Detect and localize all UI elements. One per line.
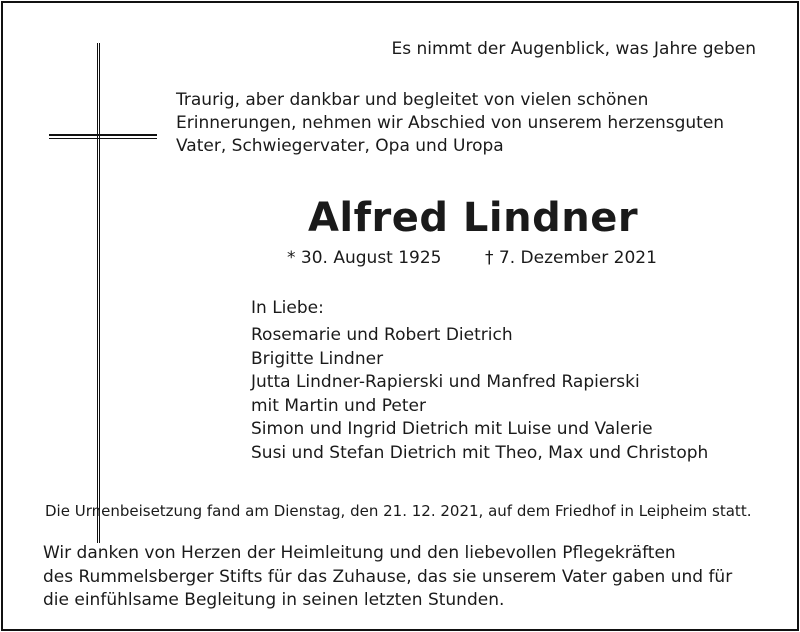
mourner-line: Rosemarie und Robert Dietrich bbox=[251, 325, 513, 345]
mourner-line: Simon und Ingrid Dietrich mit Luise und Valerie bbox=[251, 419, 653, 439]
cross-bar bbox=[49, 134, 157, 139]
intro-line: Traurig, aber dankbar und begleitet von vielen schönen bbox=[176, 90, 649, 110]
mourner-line: Susi und Stefan Dietrich mit Theo, Max und Christoph bbox=[251, 442, 709, 463]
thanks-line: des Rummelsberger Stifts für das Zuhause, das sie unserem Vater gaben und für bbox=[43, 566, 733, 587]
motto: Es nimmt der Augenblick, was Jahre geben bbox=[391, 39, 756, 59]
mourner-line: mit Martin und Peter bbox=[251, 395, 426, 416]
mourner-line: Jutta Lindner-Rapierski und Manfred Rapierski bbox=[251, 372, 640, 392]
intro-line: Vater, Schwiegervater, Opa und Uropa bbox=[176, 136, 504, 156]
thanks-line: die einfühlsame Begleitung in seinen letzten Stunden. bbox=[43, 590, 505, 610]
thanks-text bbox=[43, 542, 732, 613]
birth-date: * 30. August 1925 bbox=[287, 248, 442, 268]
burial-note: Die Urnenbeisetzung fand am Dienstag, den 21. 12. 2021, auf dem Friedhof in Leipheim statt. bbox=[45, 502, 752, 520]
cross-icon bbox=[97, 43, 100, 543]
mourner-line: Brigitte Lindner bbox=[251, 348, 384, 369]
mourners-heading: In Liebe: bbox=[251, 298, 324, 318]
intro-line: Erinnerungen, nehmen wir Abschied von unserem herzensguten bbox=[176, 113, 725, 133]
thanks-line: Wir danken von Herzen der Heimleitung und den liebevollen Pflegekräften bbox=[43, 543, 676, 563]
intro-text bbox=[176, 89, 724, 158]
death-date: † 7. Dezember 2021 bbox=[485, 248, 657, 268]
deceased-name: Alfred Lindner bbox=[307, 195, 639, 241]
mourners-list bbox=[251, 324, 708, 465]
